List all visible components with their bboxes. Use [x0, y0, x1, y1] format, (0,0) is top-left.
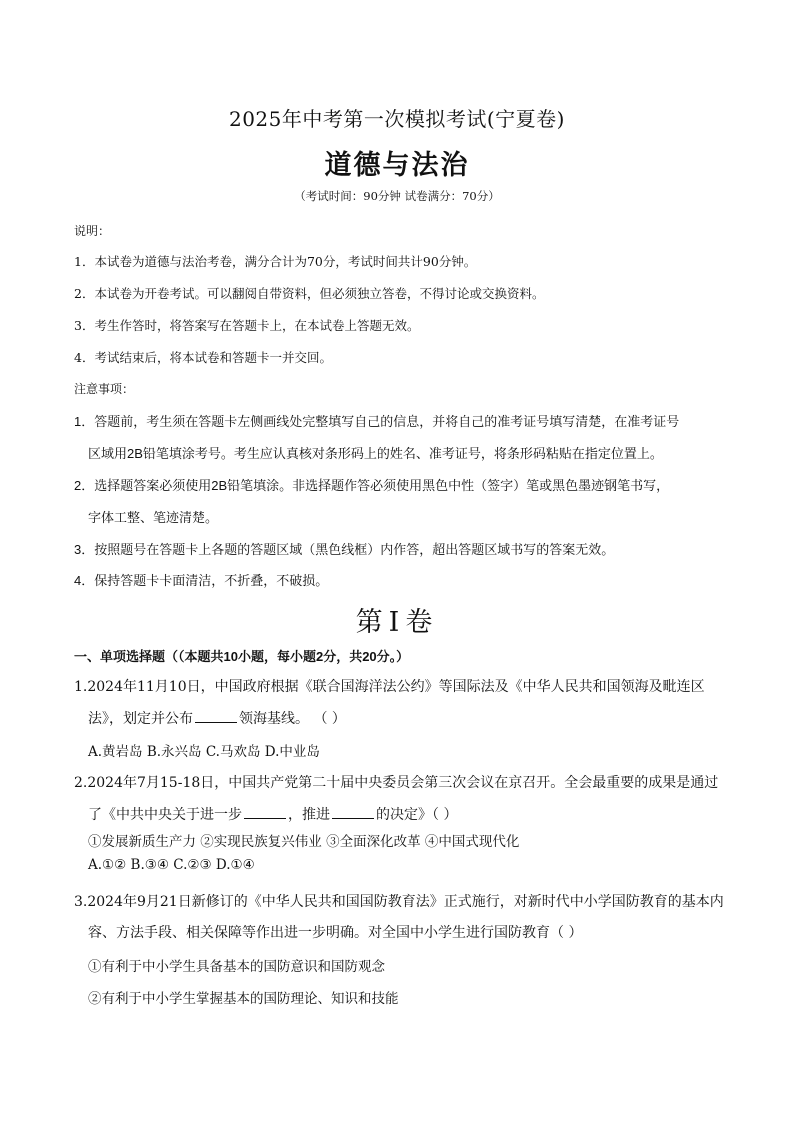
instruction-item: 4．考试结束后，将本试卷和答题卡一并交回。 — [74, 350, 332, 365]
section-heading: 一、单项选择题（（本题共10小题，每小题2分，共20分。） — [74, 649, 410, 664]
question-3-choice-1: ①有利于中小学生具备基本的国防意识和国防观念 — [88, 959, 385, 975]
notice-item: 2．选择题答案必须使用2B铅笔填涂。非选择题作答必须使用黑色中性（签字）笔或黑色墨迹钢笔书写， — [74, 478, 670, 493]
question-2-text: 2.2024年7月15-18日，中国共产党第二十届中央委员会第三次会议在京召开。全会最重要的成果是通过 — [74, 775, 719, 791]
notice-item: 1．答题前，考生须在答题卡左侧画线处完整填写自己的信息，并将自己的准考证号填写清楚，在准考证号 — [74, 414, 680, 429]
question-3-text-cont: 容、方法手段、相关保障等作出进一步明确。对全国中小学生进行国防教育（ ） — [88, 925, 583, 941]
question-2-part-a: 了《中共中央关于进一步 — [88, 807, 242, 823]
question-1-text: 1.2024年11月10日，中国政府根据《联合国海洋法公约》等国际法及《中华人民共和国领海及毗连区 — [74, 679, 705, 695]
question-2-choices: ①发展新质生产力 ②实现民族复兴伟业 ③全面深化改革 ④中国式现代化 — [88, 834, 520, 850]
notices-label: 注意事项： — [74, 382, 135, 396]
notice-item: 4．保持答题卡卡面清洁，不折叠，不破损。 — [74, 573, 329, 588]
answer-blank — [244, 806, 286, 819]
question-1-suffix: 领海基线。 （ ） — [239, 711, 346, 727]
instruction-item: 3．考生作答时，将答案写在答题卡上，在本试卷上答题无效。 — [74, 318, 420, 333]
question-3-choice-2: ②有利于中小学生掌握基本的国防理论、知识和技能 — [88, 991, 399, 1007]
question-1-prefix: 法》，划定并公布 — [88, 711, 193, 727]
exam-title: 2025年中考第一次模拟考试(宁夏卷) — [228, 107, 565, 131]
instruction-item: 2．本试卷为开卷考试。可以翻阅自带资料，但必须独立答卷，不得讨论或交换资料。 — [74, 286, 545, 301]
question-1-options: A.黄岩岛 B.永兴岛 C.马欢岛 D.中业岛 — [88, 744, 320, 760]
question-3-text: 3.2024年9月21日新修订的《中华人民共和国国防教育法》正式施行，对新时代中小学国防教育的基本内 — [74, 894, 724, 910]
question-1-text-cont — [88, 708, 346, 728]
notice-item: 3．按照题号在答题卡上各题的答题区域（黑色线框）内作答，超出答题区域书写的答案无效。 — [74, 542, 615, 557]
exam-meta: （考试时间：90分钟 试卷满分：70分） — [294, 189, 500, 203]
question-2-text-cont — [88, 804, 457, 824]
volume-title: 第Ⅰ卷 — [355, 607, 439, 638]
question-2-options: A.①② B.③④ C.②③ D.①④ — [88, 857, 255, 873]
question-2-part-c: 的决定》（ ） — [376, 807, 458, 823]
notice-item: 字体工整、笔迹清楚。 — [88, 510, 219, 525]
notice-item: 区域用2B铅笔填涂考号。考生应认真核对条形码上的姓名、准考证号，将条形码粘贴在指定位置上。 — [88, 446, 663, 461]
instruction-item: 1．本试卷为道德与法治考卷，满分合计为70分，考试时间共计90分钟。 — [74, 254, 477, 269]
subject-title: 道德与法治 — [324, 150, 470, 180]
question-2-part-b: ，推进 — [288, 807, 330, 823]
answer-blank — [195, 710, 237, 723]
answer-blank — [332, 806, 374, 819]
instructions-label: 说明： — [74, 224, 111, 238]
